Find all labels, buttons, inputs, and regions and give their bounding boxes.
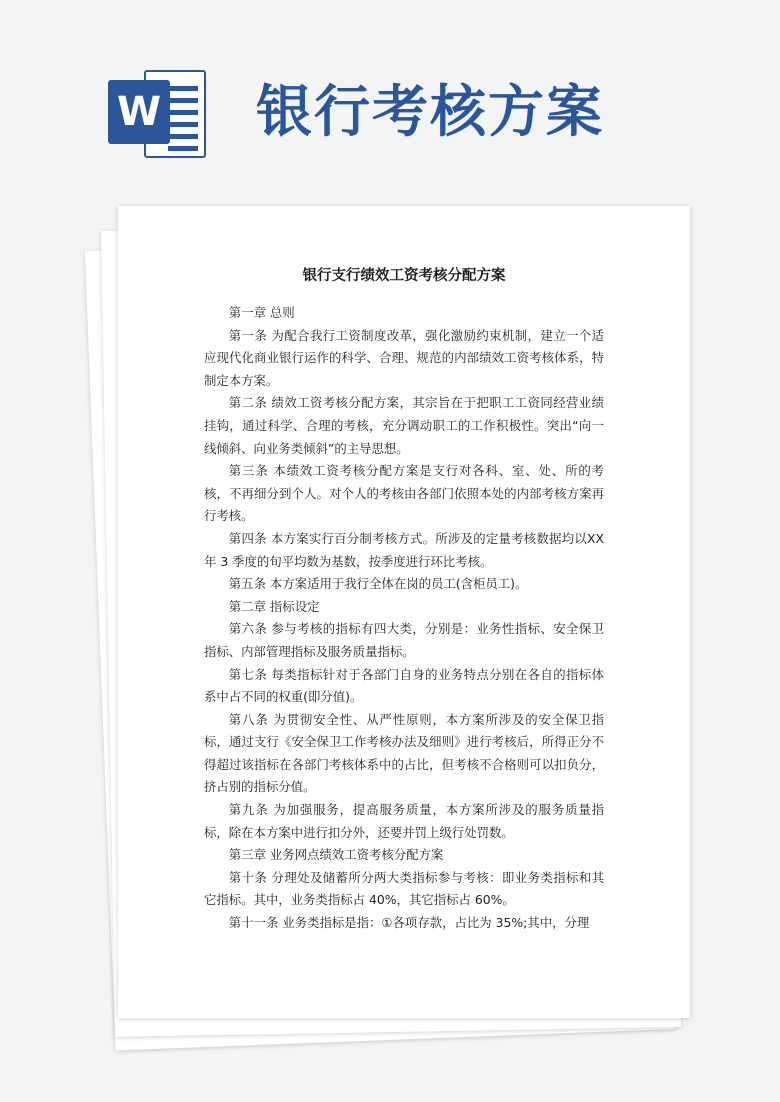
chapter-heading: 第二章 指标设定 <box>228 598 320 614</box>
document-title: 银行支行绩效工资考核分配方案 <box>302 268 506 284</box>
article-paragraph: 第九条 为加强服务，提高服务质量，本方案所涉及的服务质量指标，除在本方案中进行扣分外，还要并罚上级行处罚数。 <box>204 802 604 840</box>
word-logo-icon <box>108 66 208 164</box>
article-paragraph: 第七条 每类指标针对于各部门自身的业务特点分别在各自的指标体系中占不同的权重(即分值)。 <box>204 666 604 705</box>
word-logo-letter: W <box>108 80 170 144</box>
document-page <box>118 206 690 1018</box>
article-paragraph: 第八条 为贯彻安全性、从严性原则，本方案所涉及的安全保卫指标，通过支行《安全保卫工作考核办法及细则》进行考核后，所得正分不得超过该指标在各部门考核体系中的占比，但考核不合格则可以扣负分，挤占别的指标分值。 <box>204 711 604 795</box>
document-body <box>204 302 604 935</box>
article-paragraph: 第六条 参与考核的指标有四大类，分别是：业务性指标、安全保卫指标、内部管理指标及服务质量指标。 <box>204 621 604 659</box>
article-paragraph: 第一条 为配合我行工资制度改革，强化激励约束机制，建立一个适应现代化商业银行运作的科学、合理、规范的内部绩效工资考核体系，特制定本方案。 <box>204 327 604 388</box>
article-paragraph: 第三条 本绩效工资考核分配方案是支行对各科、室、处、所的考核，不再细分到个人。对个人的考核由各部门依照本处的内部考核方案再行考核。 <box>204 463 604 524</box>
article-paragraph: 第二条 绩效工资考核分配方案，其宗旨在于把职工工资同经营业绩挂钩，通过科学、合理的考核，充分调动职工的工作积极性。突出“向一线倾斜、向业务类倾斜”的主导思想。 <box>204 395 604 456</box>
article-paragraph: 第五条 本方案适用于我行全体在岗的员工(含柜员工)。 <box>228 576 528 592</box>
article-paragraph: 第十一条 业务类指标是指：①各项存款，占比为 35%;其中，分理 <box>228 915 590 931</box>
article-paragraph: 第十条 分理处及储蓄所分两大类指标参与考核：即业务类指标和其它指标。其中，业务类指标占 40%，其它指标占 60%。 <box>204 869 604 908</box>
header-title: 银行考核方案 <box>256 80 604 145</box>
chapter-heading: 第三章 业务网点绩效工资考核分配方案 <box>228 847 444 863</box>
chapter-heading: 第一章 总则 <box>228 305 295 320</box>
article-paragraph: 第四条 本方案实行百分制考核方式。所涉及的定量考核数据均以XX 年 3 季度的旬平均数为基数，按季度进行环比考核。 <box>204 530 604 569</box>
